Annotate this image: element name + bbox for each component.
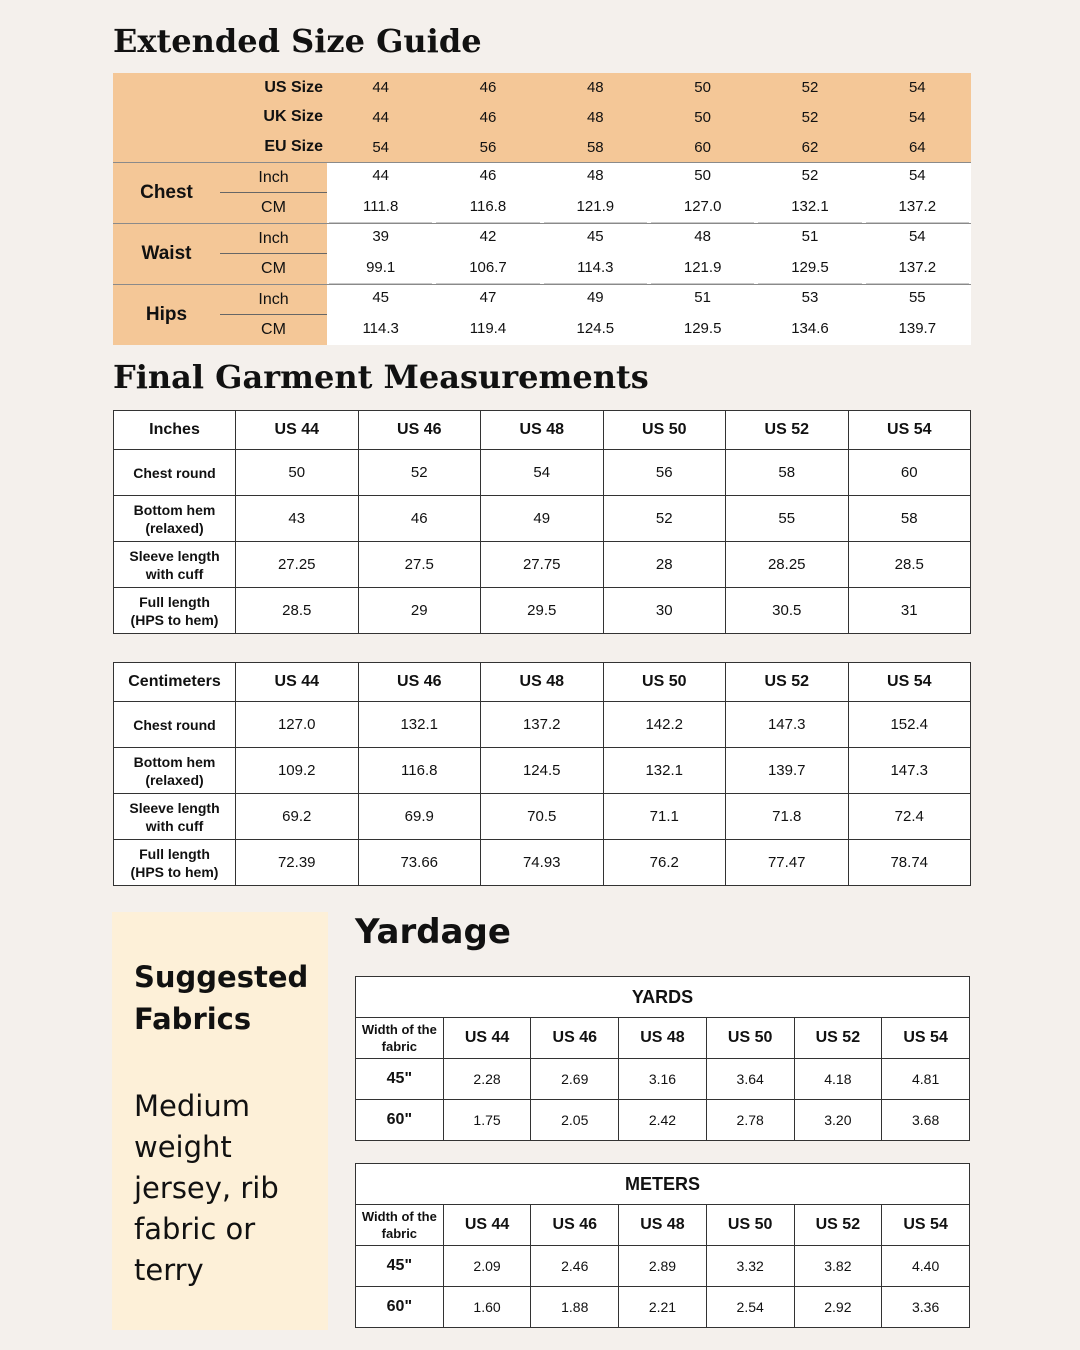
header-cell: US 44 bbox=[443, 1018, 531, 1059]
body-line: weight bbox=[134, 1130, 232, 1164]
row-label-line: (HPS to hem) bbox=[130, 611, 219, 628]
cell: 44 bbox=[372, 166, 389, 184]
header-cell: US 54 bbox=[882, 1205, 970, 1246]
cell: 44 bbox=[372, 79, 389, 97]
header-cell: US 54 bbox=[882, 1018, 970, 1059]
garment-measurements-title: Final Garment Measurements bbox=[113, 358, 649, 396]
cell: 99.1 bbox=[329, 254, 432, 284]
row-label-line: Sleeve length bbox=[129, 799, 220, 816]
cell: 134.6 bbox=[791, 319, 829, 337]
cell: 58 bbox=[586, 138, 604, 156]
header-cell: US 46 bbox=[531, 1205, 619, 1246]
cell: 2.42 bbox=[619, 1100, 707, 1141]
yardage-yards-table bbox=[355, 976, 970, 1141]
size-guide-header bbox=[113, 73, 971, 162]
cell: 62 bbox=[801, 138, 819, 156]
yardage-title: Yardage bbox=[355, 912, 511, 952]
garment-inches-table bbox=[113, 410, 971, 634]
cell: 70.5 bbox=[481, 794, 604, 840]
width-label bbox=[356, 1205, 444, 1246]
table-row bbox=[356, 1059, 970, 1100]
cell: 114.3 bbox=[362, 319, 399, 337]
row-label-line: Full length bbox=[139, 593, 210, 610]
table-row bbox=[114, 702, 971, 748]
cell: 51 bbox=[801, 227, 819, 245]
row-label-line: (relaxed) bbox=[145, 771, 204, 788]
unit-label: Inch bbox=[220, 224, 327, 255]
cell: 2.05 bbox=[531, 1100, 619, 1141]
cell: 51 bbox=[694, 288, 711, 306]
cell: 55 bbox=[726, 496, 849, 542]
cell: 2.21 bbox=[619, 1287, 707, 1328]
header-cell: Inches bbox=[114, 411, 236, 450]
header-cell: US 52 bbox=[794, 1205, 882, 1246]
cell: 109.2 bbox=[236, 748, 359, 794]
cell: 124.5 bbox=[576, 319, 615, 337]
row-label: EU Size bbox=[264, 138, 323, 156]
table-header-row bbox=[114, 411, 971, 450]
unit-row bbox=[356, 1164, 970, 1205]
row-label-line: Chest round bbox=[133, 464, 216, 481]
header-cell: Centimeters bbox=[114, 663, 236, 702]
width-label-line: Width of the bbox=[361, 1022, 437, 1037]
header-cell: US 48 bbox=[619, 1018, 707, 1059]
row-label: UK Size bbox=[263, 108, 323, 126]
header-cell: US 44 bbox=[236, 663, 359, 702]
cell: 139.7 bbox=[898, 319, 937, 337]
width-label-line: fabric bbox=[381, 1226, 418, 1241]
cell: 139.7 bbox=[726, 748, 849, 794]
cell: 48 bbox=[586, 108, 604, 126]
cell: 142.2 bbox=[603, 702, 726, 748]
cell: 29.5 bbox=[481, 588, 604, 634]
cell: 46 bbox=[358, 496, 481, 542]
unit-label: Inch bbox=[220, 285, 327, 316]
cell: 2.54 bbox=[706, 1287, 794, 1328]
cell: 27.75 bbox=[481, 542, 604, 588]
cell: 147.3 bbox=[848, 748, 971, 794]
cell: 50 bbox=[694, 108, 711, 126]
cell: 4.18 bbox=[794, 1059, 882, 1100]
cell: 72.4 bbox=[848, 794, 971, 840]
garment-cm-table bbox=[113, 662, 971, 886]
size-guide-table bbox=[113, 73, 971, 345]
cell: 47 bbox=[479, 288, 497, 306]
cell: 48 bbox=[586, 79, 604, 97]
width-label-line: Width of the bbox=[361, 1209, 437, 1224]
cell: 54 bbox=[908, 166, 926, 184]
cell: 60 bbox=[694, 138, 711, 156]
group-name: Chest bbox=[140, 181, 193, 203]
cell: 52 bbox=[603, 496, 726, 542]
cell: 54 bbox=[372, 138, 389, 156]
cell: 2.46 bbox=[531, 1246, 619, 1287]
fabric-width: 45" bbox=[356, 1059, 444, 1100]
cell: 50 bbox=[694, 79, 711, 97]
cell: 55 bbox=[908, 288, 926, 306]
header-cell: US 44 bbox=[443, 1205, 531, 1246]
fabric-width: 60" bbox=[356, 1287, 444, 1328]
cell: 48 bbox=[694, 227, 711, 245]
unit-label: CM bbox=[261, 199, 286, 217]
table-row bbox=[356, 1246, 970, 1287]
row-label bbox=[114, 588, 236, 634]
row-label-line: Chest round bbox=[133, 716, 216, 733]
cell: 48 bbox=[586, 166, 604, 184]
cell: 2.09 bbox=[443, 1246, 531, 1287]
cell: 132.1 bbox=[358, 702, 481, 748]
cell: 1.60 bbox=[443, 1287, 531, 1328]
cell: 114.3 bbox=[544, 254, 647, 284]
cell: 3.32 bbox=[706, 1246, 794, 1287]
cell: 58 bbox=[848, 496, 971, 542]
cell: 71.1 bbox=[603, 794, 726, 840]
cell: 44 bbox=[372, 108, 389, 126]
cell: 116.8 bbox=[436, 193, 539, 223]
cell: 73.66 bbox=[358, 840, 481, 886]
header-cell: US 52 bbox=[794, 1018, 882, 1059]
row-label bbox=[114, 496, 236, 542]
width-label-line: fabric bbox=[381, 1039, 418, 1054]
cell: 3.68 bbox=[882, 1100, 970, 1141]
table-row bbox=[356, 1100, 970, 1141]
body-line: terry bbox=[134, 1253, 204, 1287]
cell: 56 bbox=[603, 450, 726, 496]
cell: 137.2 bbox=[866, 193, 969, 223]
row-label: US Size bbox=[264, 78, 323, 96]
cell: 30 bbox=[603, 588, 726, 634]
title-line: Fabrics bbox=[134, 1002, 252, 1036]
cell: 1.75 bbox=[443, 1100, 531, 1141]
cell: 56 bbox=[479, 138, 497, 156]
cell: 129.5 bbox=[758, 254, 861, 284]
cell: 28.25 bbox=[726, 542, 849, 588]
cell: 50 bbox=[694, 166, 711, 184]
cell: 137.2 bbox=[866, 254, 969, 284]
cell: 53 bbox=[801, 288, 819, 306]
body-line: fabric or bbox=[134, 1212, 256, 1246]
row-label-line: Full length bbox=[139, 845, 210, 862]
table-header-row bbox=[356, 1205, 970, 1246]
cell: 111.8 bbox=[329, 193, 432, 223]
header-cell: US 52 bbox=[726, 663, 849, 702]
group-name: Hips bbox=[145, 303, 188, 325]
row-label bbox=[114, 794, 236, 840]
cell: 2.28 bbox=[443, 1059, 531, 1100]
row-label-line: Bottom hem bbox=[133, 501, 216, 518]
header-cell: US 50 bbox=[603, 411, 726, 450]
cell: 3.82 bbox=[794, 1246, 882, 1287]
cell: 3.16 bbox=[619, 1059, 707, 1100]
cell: 64 bbox=[908, 138, 926, 156]
fabric-width: 60" bbox=[356, 1100, 444, 1141]
table-row bbox=[114, 450, 971, 496]
header-cell: US 46 bbox=[358, 663, 481, 702]
cell: 1.88 bbox=[531, 1287, 619, 1328]
cell: 54 bbox=[481, 450, 604, 496]
row-label bbox=[114, 542, 236, 588]
header-cell: US 50 bbox=[706, 1205, 794, 1246]
cell: 76.2 bbox=[603, 840, 726, 886]
fabric-width: 45" bbox=[356, 1246, 444, 1287]
cell: 46 bbox=[479, 79, 497, 97]
cell: 54 bbox=[908, 108, 926, 126]
row-label bbox=[114, 450, 236, 496]
suggested-fabrics-title bbox=[134, 956, 328, 1040]
header-cell: US 54 bbox=[848, 663, 971, 702]
row-label-line: Sleeve length bbox=[129, 547, 220, 564]
cell: 129.5 bbox=[683, 319, 722, 337]
cell: 71.8 bbox=[726, 794, 849, 840]
table-row bbox=[114, 542, 971, 588]
waist-group bbox=[113, 223, 971, 284]
unit-label: CM bbox=[261, 260, 286, 278]
table-row bbox=[114, 496, 971, 542]
table-row bbox=[114, 588, 971, 634]
table-row bbox=[356, 1287, 970, 1328]
cell: 119.4 bbox=[469, 319, 507, 337]
cell: 72.39 bbox=[236, 840, 359, 886]
cell: 58 bbox=[726, 450, 849, 496]
unit-row bbox=[356, 977, 970, 1018]
cell: 147.3 bbox=[726, 702, 849, 748]
suggested-fabrics-panel bbox=[112, 912, 328, 1330]
width-label bbox=[356, 1018, 444, 1059]
cell: 74.93 bbox=[481, 840, 604, 886]
unit-label: YARDS bbox=[356, 977, 970, 1018]
cell: 4.40 bbox=[882, 1246, 970, 1287]
cell: 50 bbox=[236, 450, 359, 496]
cell: 43 bbox=[236, 496, 359, 542]
cell: 3.20 bbox=[794, 1100, 882, 1141]
cell: 45 bbox=[586, 227, 604, 245]
eu-size-row bbox=[113, 132, 971, 162]
cell: 52 bbox=[801, 166, 819, 184]
chest-group bbox=[113, 162, 971, 223]
cell: 28.5 bbox=[236, 588, 359, 634]
cell: 78.74 bbox=[848, 840, 971, 886]
cell: 124.5 bbox=[481, 748, 604, 794]
body-line: Medium bbox=[134, 1089, 250, 1123]
cell: 132.1 bbox=[758, 193, 861, 223]
table-row bbox=[114, 794, 971, 840]
cell: 52 bbox=[358, 450, 481, 496]
table-row bbox=[114, 840, 971, 886]
cell: 54 bbox=[908, 79, 926, 97]
hips-group bbox=[113, 284, 971, 345]
row-label-line: Bottom hem bbox=[133, 753, 216, 770]
cell: 2.69 bbox=[531, 1059, 619, 1100]
cell: 27.25 bbox=[236, 542, 359, 588]
header-cell: US 46 bbox=[358, 411, 481, 450]
cell: 39 bbox=[372, 227, 389, 245]
cell: 77.47 bbox=[726, 840, 849, 886]
body-line: jersey, rib bbox=[134, 1171, 279, 1205]
cell: 116.8 bbox=[358, 748, 481, 794]
cell: 46 bbox=[479, 108, 497, 126]
cell: 49 bbox=[586, 288, 604, 306]
cell: 28 bbox=[603, 542, 726, 588]
cell: 3.36 bbox=[882, 1287, 970, 1328]
header-cell: US 54 bbox=[848, 411, 971, 450]
cell: 69.2 bbox=[236, 794, 359, 840]
table-row bbox=[114, 748, 971, 794]
uk-size-row bbox=[113, 103, 971, 133]
row-label-line: with cuff bbox=[145, 565, 204, 582]
cell: 52 bbox=[801, 108, 819, 126]
cell: 54 bbox=[908, 227, 926, 245]
header-cell: US 48 bbox=[619, 1205, 707, 1246]
row-label-line: with cuff bbox=[145, 817, 204, 834]
row-label-line: (HPS to hem) bbox=[130, 863, 219, 880]
cell: 152.4 bbox=[848, 702, 971, 748]
cell: 127.0 bbox=[236, 702, 359, 748]
cell: 2.92 bbox=[794, 1287, 882, 1328]
header-cell: US 52 bbox=[726, 411, 849, 450]
table-header-row bbox=[356, 1018, 970, 1059]
table-header-row bbox=[114, 663, 971, 702]
cell: 27.5 bbox=[358, 542, 481, 588]
row-label bbox=[114, 748, 236, 794]
suggested-fabrics-text bbox=[134, 1086, 328, 1291]
cell: 137.2 bbox=[481, 702, 604, 748]
header-cell: US 48 bbox=[481, 411, 604, 450]
cell: 3.64 bbox=[706, 1059, 794, 1100]
title-line: Suggested bbox=[134, 960, 309, 994]
size-guide-title: Extended Size Guide bbox=[113, 22, 482, 60]
cell: 49 bbox=[481, 496, 604, 542]
row-label bbox=[114, 702, 236, 748]
unit-label: CM bbox=[261, 321, 286, 339]
row-label bbox=[114, 840, 236, 886]
cell: 127.0 bbox=[651, 193, 754, 223]
row-label-line: (relaxed) bbox=[145, 519, 204, 536]
group-name: Waist bbox=[141, 242, 192, 264]
header-cell: US 50 bbox=[706, 1018, 794, 1059]
cell: 45 bbox=[372, 288, 389, 306]
header-cell: US 50 bbox=[603, 663, 726, 702]
unit-label: METERS bbox=[356, 1164, 970, 1205]
cell: 46 bbox=[479, 166, 497, 184]
cell: 52 bbox=[801, 79, 819, 97]
cell: 60 bbox=[848, 450, 971, 496]
us-size-row bbox=[113, 73, 971, 103]
cell: 29 bbox=[358, 588, 481, 634]
yardage-meters-table bbox=[355, 1163, 970, 1328]
cell: 121.9 bbox=[544, 193, 647, 223]
cell: 106.7 bbox=[436, 254, 539, 284]
cell: 31 bbox=[848, 588, 971, 634]
header-cell: US 48 bbox=[481, 663, 604, 702]
unit-label: Inch bbox=[220, 163, 327, 194]
cell: 4.81 bbox=[882, 1059, 970, 1100]
cell: 42 bbox=[479, 227, 497, 245]
header-cell: US 46 bbox=[531, 1018, 619, 1059]
header-cell: US 44 bbox=[236, 411, 359, 450]
cell: 28.5 bbox=[848, 542, 971, 588]
cell: 132.1 bbox=[603, 748, 726, 794]
cell: 30.5 bbox=[726, 588, 849, 634]
cell: 2.89 bbox=[619, 1246, 707, 1287]
cell: 2.78 bbox=[706, 1100, 794, 1141]
cell: 121.9 bbox=[651, 254, 754, 284]
cell: 69.9 bbox=[358, 794, 481, 840]
